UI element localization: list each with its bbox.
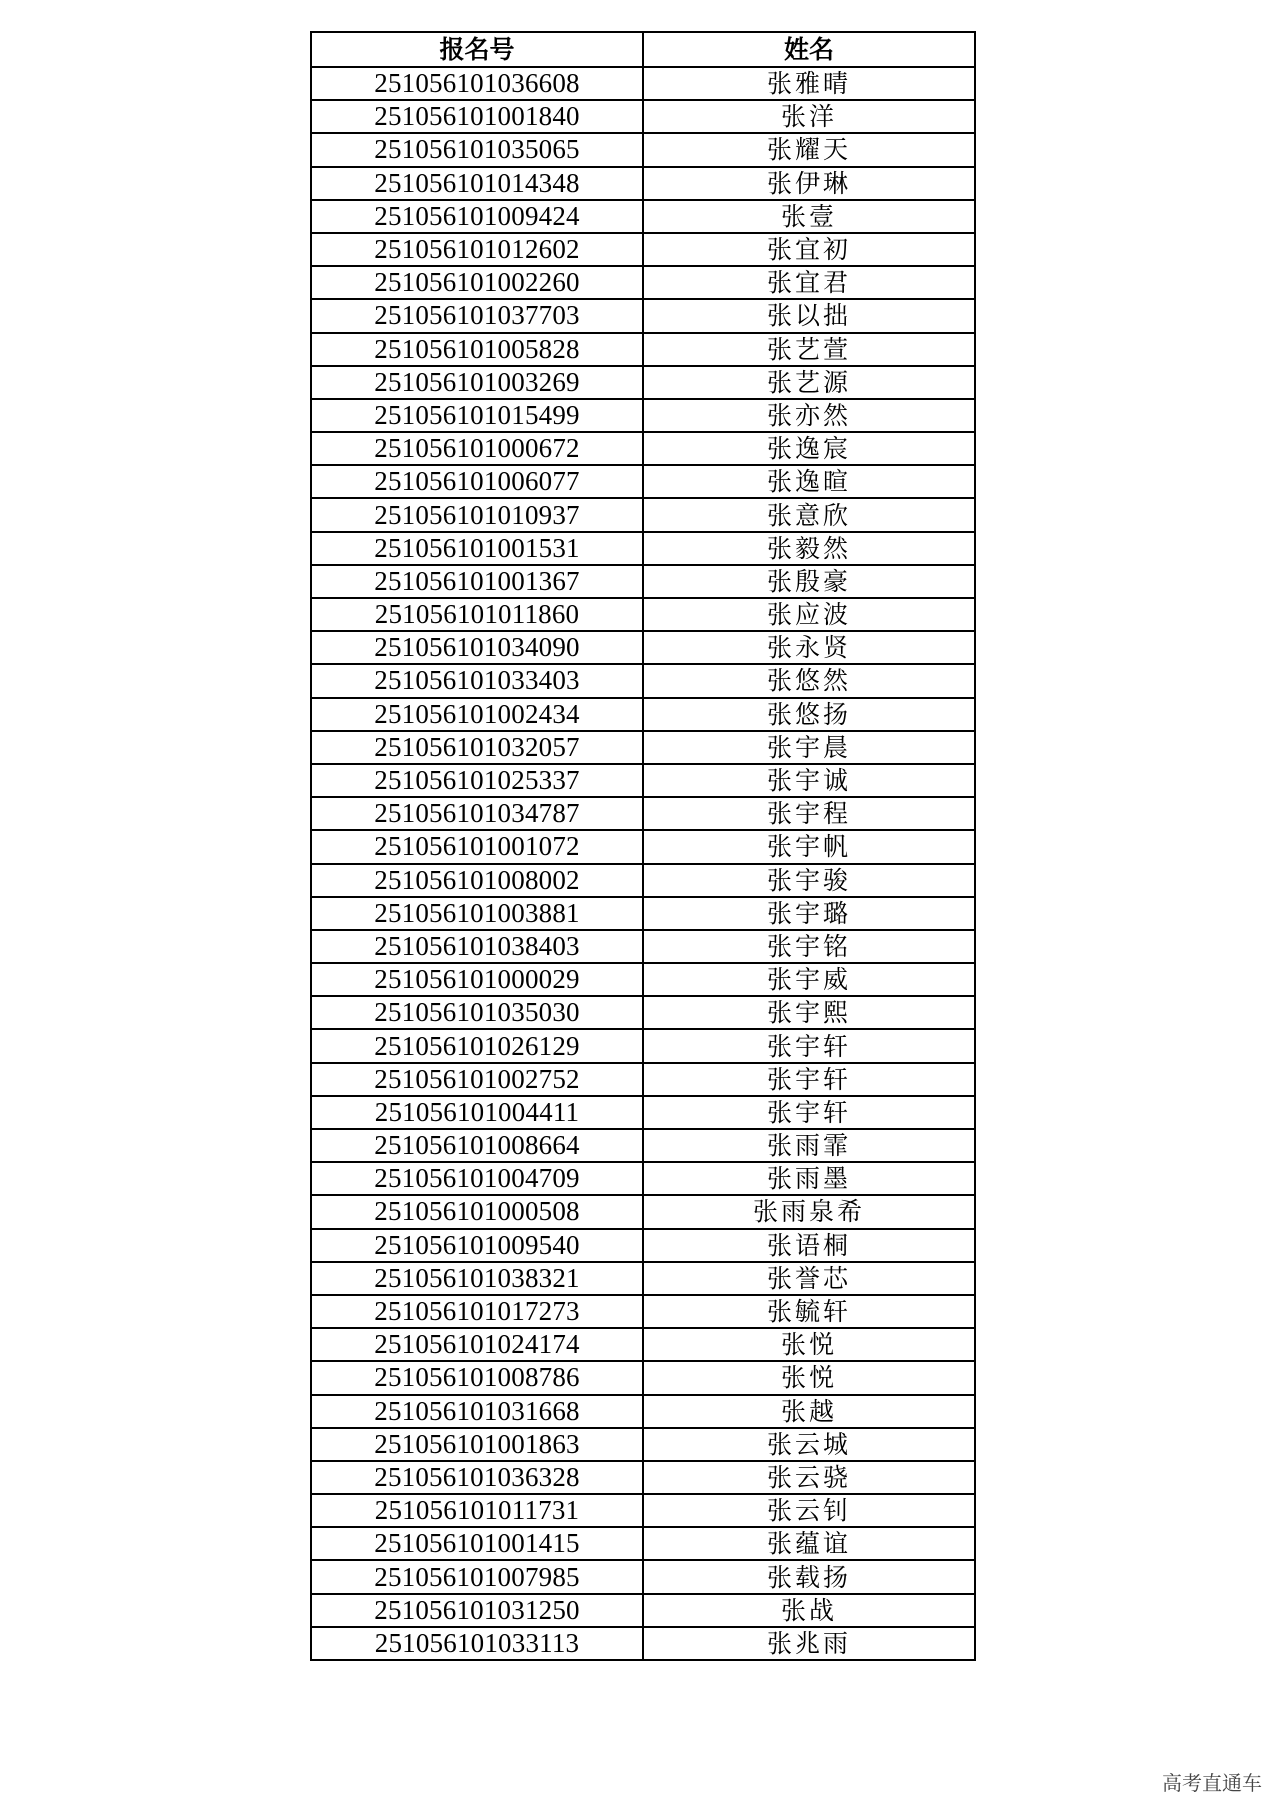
- name-cell: 张宇骏: [643, 864, 975, 897]
- registration-number-cell: 251056101011731: [311, 1494, 643, 1527]
- table-row: [311, 1063, 975, 1096]
- table-row: [311, 100, 975, 133]
- registration-number-cell: 251056101005828: [311, 333, 643, 366]
- name-cell: 张殷豪: [643, 565, 975, 598]
- name-cell: 张永贤: [643, 631, 975, 664]
- registration-number-cell: 251056101037703: [311, 299, 643, 332]
- registration-number-cell: 251056101033403: [311, 664, 643, 697]
- registration-list-sheet: [310, 31, 974, 1661]
- registration-number-cell: 251056101035030: [311, 996, 643, 1029]
- table-row: [311, 498, 975, 531]
- registration-number-cell: 251056101004709: [311, 1162, 643, 1195]
- registration-number-cell: 251056101038403: [311, 930, 643, 963]
- name-cell: 张越: [643, 1395, 975, 1428]
- table-row: [311, 465, 975, 498]
- table-row: [311, 532, 975, 565]
- name-cell: 张雨墨: [643, 1162, 975, 1195]
- registration-number-cell: 251056101003881: [311, 897, 643, 930]
- registration-number-cell: 251056101004411: [311, 1096, 643, 1129]
- table-row: [311, 830, 975, 863]
- name-cell: 张宇熙: [643, 996, 975, 1029]
- table-row: [311, 1162, 975, 1195]
- registration-number-cell: 251056101001840: [311, 100, 643, 133]
- name-cell: 张逸宸: [643, 432, 975, 465]
- table-row: [311, 963, 975, 996]
- table-row: [311, 1195, 975, 1228]
- table-row: [311, 1129, 975, 1162]
- name-cell: 张意欣: [643, 498, 975, 531]
- name-cell: 张悦: [643, 1361, 975, 1394]
- name-cell: 张宇轩: [643, 1029, 975, 1062]
- name-cell: 张蕴谊: [643, 1527, 975, 1560]
- registration-number-cell: 251056101032057: [311, 731, 643, 764]
- table-row: [311, 631, 975, 664]
- name-cell: 张宇程: [643, 797, 975, 830]
- table-row: [311, 1627, 975, 1660]
- name-cell: 张宇帆: [643, 830, 975, 863]
- table-row: [311, 1461, 975, 1494]
- header-name: 姓名: [643, 32, 975, 67]
- table-row: [311, 930, 975, 963]
- name-cell: 张宇铭: [643, 930, 975, 963]
- name-cell: 张耀天: [643, 133, 975, 166]
- name-cell: 张亦然: [643, 399, 975, 432]
- table-row: [311, 1262, 975, 1295]
- table-header-row: [311, 32, 975, 67]
- table-row: [311, 1328, 975, 1361]
- registration-number-cell: 251056101007985: [311, 1560, 643, 1593]
- registration-table: [310, 31, 976, 1661]
- registration-number-cell: 251056101001863: [311, 1428, 643, 1461]
- table-row: [311, 133, 975, 166]
- registration-number-cell: 251056101000029: [311, 963, 643, 996]
- name-cell: 张云钊: [643, 1494, 975, 1527]
- table-row: [311, 266, 975, 299]
- table-row: [311, 399, 975, 432]
- table-body: [311, 67, 975, 1660]
- registration-number-cell: 251056101000508: [311, 1195, 643, 1228]
- table-row: [311, 797, 975, 830]
- table-row: [311, 1229, 975, 1262]
- registration-number-cell: 251056101001531: [311, 532, 643, 565]
- registration-number-cell: 251056101025337: [311, 764, 643, 797]
- name-cell: 张悦: [643, 1328, 975, 1361]
- table-row: [311, 366, 975, 399]
- registration-number-cell: 251056101001367: [311, 565, 643, 598]
- name-cell: 张宜初: [643, 233, 975, 266]
- table-row: [311, 1096, 975, 1129]
- registration-number-cell: 251056101012602: [311, 233, 643, 266]
- registration-number-cell: 251056101024174: [311, 1328, 643, 1361]
- name-cell: 张誉芯: [643, 1262, 975, 1295]
- name-cell: 张逸暄: [643, 465, 975, 498]
- name-cell: 张壹: [643, 200, 975, 233]
- name-cell: 张悠然: [643, 664, 975, 697]
- name-cell: 张洋: [643, 100, 975, 133]
- registration-number-cell: 251056101034090: [311, 631, 643, 664]
- registration-number-cell: 251056101008002: [311, 864, 643, 897]
- registration-number-cell: 251056101026129: [311, 1029, 643, 1062]
- table-row: [311, 1029, 975, 1062]
- name-cell: 张雨泉希: [643, 1195, 975, 1228]
- registration-number-cell: 251056101008664: [311, 1129, 643, 1162]
- name-cell: 张载扬: [643, 1560, 975, 1593]
- table-row: [311, 299, 975, 332]
- name-cell: 张宇轩: [643, 1096, 975, 1129]
- name-cell: 张宇诚: [643, 764, 975, 797]
- table-row: [311, 1395, 975, 1428]
- name-cell: 张应波: [643, 598, 975, 631]
- table-row: [311, 897, 975, 930]
- registration-number-cell: 251056101003269: [311, 366, 643, 399]
- registration-number-cell: 251056101001072: [311, 830, 643, 863]
- table-row: [311, 698, 975, 731]
- registration-number-cell: 251056101006077: [311, 465, 643, 498]
- table-row: [311, 333, 975, 366]
- registration-number-cell: 251056101034787: [311, 797, 643, 830]
- table-row: [311, 1494, 975, 1527]
- name-cell: 张雨霏: [643, 1129, 975, 1162]
- table-row: [311, 996, 975, 1029]
- table-row: [311, 1527, 975, 1560]
- name-cell: 张宜君: [643, 266, 975, 299]
- name-cell: 张战: [643, 1594, 975, 1627]
- name-cell: 张雅晴: [643, 67, 975, 100]
- table-row: [311, 1361, 975, 1394]
- header-registration-number: 报名号: [311, 32, 643, 67]
- registration-number-cell: 251056101011860: [311, 598, 643, 631]
- table-row: [311, 731, 975, 764]
- table-row: [311, 864, 975, 897]
- table-row: [311, 200, 975, 233]
- registration-number-cell: 251056101010937: [311, 498, 643, 531]
- name-cell: 张毅然: [643, 532, 975, 565]
- table-row: [311, 664, 975, 697]
- name-cell: 张伊琳: [643, 167, 975, 200]
- table-row: [311, 233, 975, 266]
- watermark-text: 高考直通车: [1162, 1771, 1262, 1795]
- name-cell: 张宇威: [643, 963, 975, 996]
- name-cell: 张语桐: [643, 1229, 975, 1262]
- table-row: [311, 432, 975, 465]
- registration-number-cell: 251056101015499: [311, 399, 643, 432]
- registration-number-cell: 251056101002752: [311, 1063, 643, 1096]
- name-cell: 张宇轩: [643, 1063, 975, 1096]
- table-row: [311, 598, 975, 631]
- registration-number-cell: 251056101033113: [311, 1627, 643, 1660]
- table-row: [311, 167, 975, 200]
- table-row: [311, 1428, 975, 1461]
- registration-number-cell: 251056101008786: [311, 1361, 643, 1394]
- table-row: [311, 1594, 975, 1627]
- registration-number-cell: 251056101002260: [311, 266, 643, 299]
- table-row: [311, 764, 975, 797]
- name-cell: 张艺萱: [643, 333, 975, 366]
- registration-number-cell: 251056101038321: [311, 1262, 643, 1295]
- registration-number-cell: 251056101000672: [311, 432, 643, 465]
- registration-number-cell: 251056101036328: [311, 1461, 643, 1494]
- registration-number-cell: 251056101035065: [311, 133, 643, 166]
- name-cell: 张云城: [643, 1428, 975, 1461]
- registration-number-cell: 251056101014348: [311, 167, 643, 200]
- name-cell: 张兆雨: [643, 1627, 975, 1660]
- registration-number-cell: 251056101009424: [311, 200, 643, 233]
- name-cell: 张宇璐: [643, 897, 975, 930]
- table-row: [311, 565, 975, 598]
- registration-number-cell: 251056101031668: [311, 1395, 643, 1428]
- name-cell: 张毓轩: [643, 1295, 975, 1328]
- table-row: [311, 1295, 975, 1328]
- registration-number-cell: 251056101031250: [311, 1594, 643, 1627]
- name-cell: 张艺源: [643, 366, 975, 399]
- name-cell: 张宇晨: [643, 731, 975, 764]
- table-row: [311, 67, 975, 100]
- name-cell: 张以拙: [643, 299, 975, 332]
- table-row: [311, 1560, 975, 1593]
- name-cell: 张悠扬: [643, 698, 975, 731]
- name-cell: 张云骁: [643, 1461, 975, 1494]
- registration-number-cell: 251056101001415: [311, 1527, 643, 1560]
- registration-number-cell: 251056101009540: [311, 1229, 643, 1262]
- registration-number-cell: 251056101002434: [311, 698, 643, 731]
- registration-number-cell: 251056101017273: [311, 1295, 643, 1328]
- registration-number-cell: 251056101036608: [311, 67, 643, 100]
